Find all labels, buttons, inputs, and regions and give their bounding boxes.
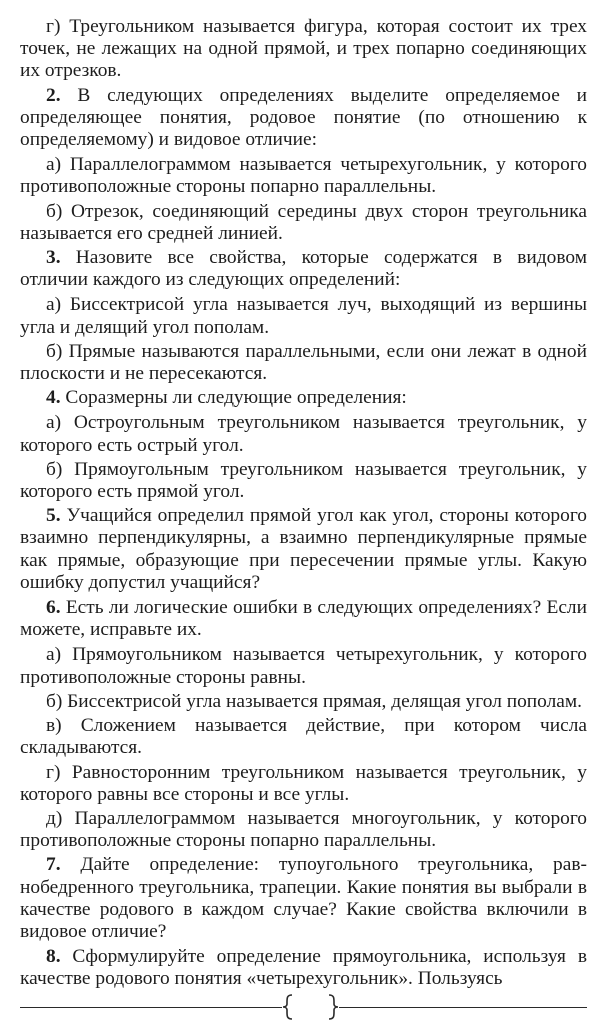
task-3-item-a	[20, 294, 587, 338]
task-text: Учащийся определил прямой угол как угол, стороны которого взаимно перпендикулярны, а взаимно перпендикулярные прямые как прямые, образующие при пересечении прямые углы. Какую ошибку допустил учащийся?	[20, 505, 587, 593]
task-7	[20, 854, 587, 943]
task-text: Дайте определение: тупоугольного треугольника, равнобедренного треугольника, трапеции. Какие понятия вы выбрали в качестве родового в каждом случае? Какие свойства включили в видовое отличие?	[20, 854, 587, 942]
task-text: Есть ли логические ошибки в следующих определениях? Если можете, исправьте их.	[20, 597, 587, 641]
left-bracket-icon	[282, 992, 294, 1022]
task-number: 8.	[46, 946, 61, 968]
document-page	[20, 16, 587, 994]
task-4-item-b	[20, 459, 587, 503]
item-text: б) Прямоугольным треугольником называется треугольник, у которого есть прямой угол.	[20, 458, 587, 503]
task-2	[20, 85, 587, 152]
item-text: б) Биссектрисой угла называется прямая, делящая угол пополам.	[46, 690, 583, 712]
item-text: а) Биссектрисой угла называется луч, выходящий из вершины угла и делящий угол пополам.	[20, 294, 587, 338]
task-number: 4.	[46, 387, 61, 409]
footer-rule-left	[20, 1007, 282, 1008]
item-text: б) Отрезок, соединяющий середины двух сторон треугольника называется его средней линией.	[20, 200, 587, 244]
item-text: д) Параллелограммом называется многоугольник, у которого противоположные стороны попарно параллельны.	[20, 807, 587, 852]
item-text: а) Прямоугольником называется четырехугольник, у которого противоположные стороны равны.	[20, 644, 587, 688]
task-number: 7.	[46, 854, 61, 876]
item-text: а) Параллелограммом называется четырехугольник, у которого противоположные стороны попарно параллельны.	[20, 154, 587, 198]
task-number: 6.	[46, 597, 61, 619]
item-text: в) Сложением называется действие, при котором числа складываются.	[20, 715, 587, 759]
paragraph-text: г) Треугольником называется фигура, которая состоит их трех точек, не лежащих на одной прямой, и трех попарно соединяющих их отрезков.	[20, 16, 587, 82]
task-4-item-a	[20, 412, 587, 456]
paragraph-1g	[20, 16, 587, 83]
task-text: Сформулируйте определение прямоугольника, используя в качестве родового понятия «четырехугольник». Пользуясь	[20, 946, 587, 990]
task-3	[20, 247, 587, 291]
item-text: а) Остроугольным треугольником называется треугольник, у которого есть острый угол.	[20, 412, 587, 456]
task-2-item-b	[20, 201, 587, 245]
task-number: 2.	[46, 84, 61, 106]
item-text: б) Прямые называются параллельными, если они лежат в одной плоскости и не пересекаются.	[20, 340, 587, 385]
task-8	[20, 946, 587, 990]
task-2-item-a	[20, 154, 587, 198]
task-number: 3.	[46, 247, 61, 269]
task-6-item-b	[20, 691, 587, 713]
footer-rule-right	[339, 1007, 587, 1008]
task-4	[20, 387, 587, 409]
task-text: Назовите все свойства, которые содержатся в видовом отличии каждого из следующих определений:	[20, 247, 587, 291]
task-6-item-a	[20, 644, 587, 688]
task-3-item-b	[20, 341, 587, 385]
task-6	[20, 597, 587, 641]
task-number: 5.	[46, 505, 61, 527]
item-text: г) Равносторонним треугольником называется треугольник, у которого равны все стороны и все углы.	[20, 761, 587, 805]
right-bracket-icon	[327, 992, 339, 1022]
page-footer	[20, 992, 587, 1022]
task-6-item-d	[20, 808, 587, 852]
task-text: Соразмерны ли следующие определения:	[60, 387, 407, 409]
task-5	[20, 505, 587, 594]
task-6-item-g	[20, 762, 587, 806]
task-text: В следующих определениях выделите определяемое и определяющее понятия, родовое понятие (по отношению к определяемому) и видовое отличие:	[20, 84, 587, 151]
task-6-item-v	[20, 715, 587, 759]
